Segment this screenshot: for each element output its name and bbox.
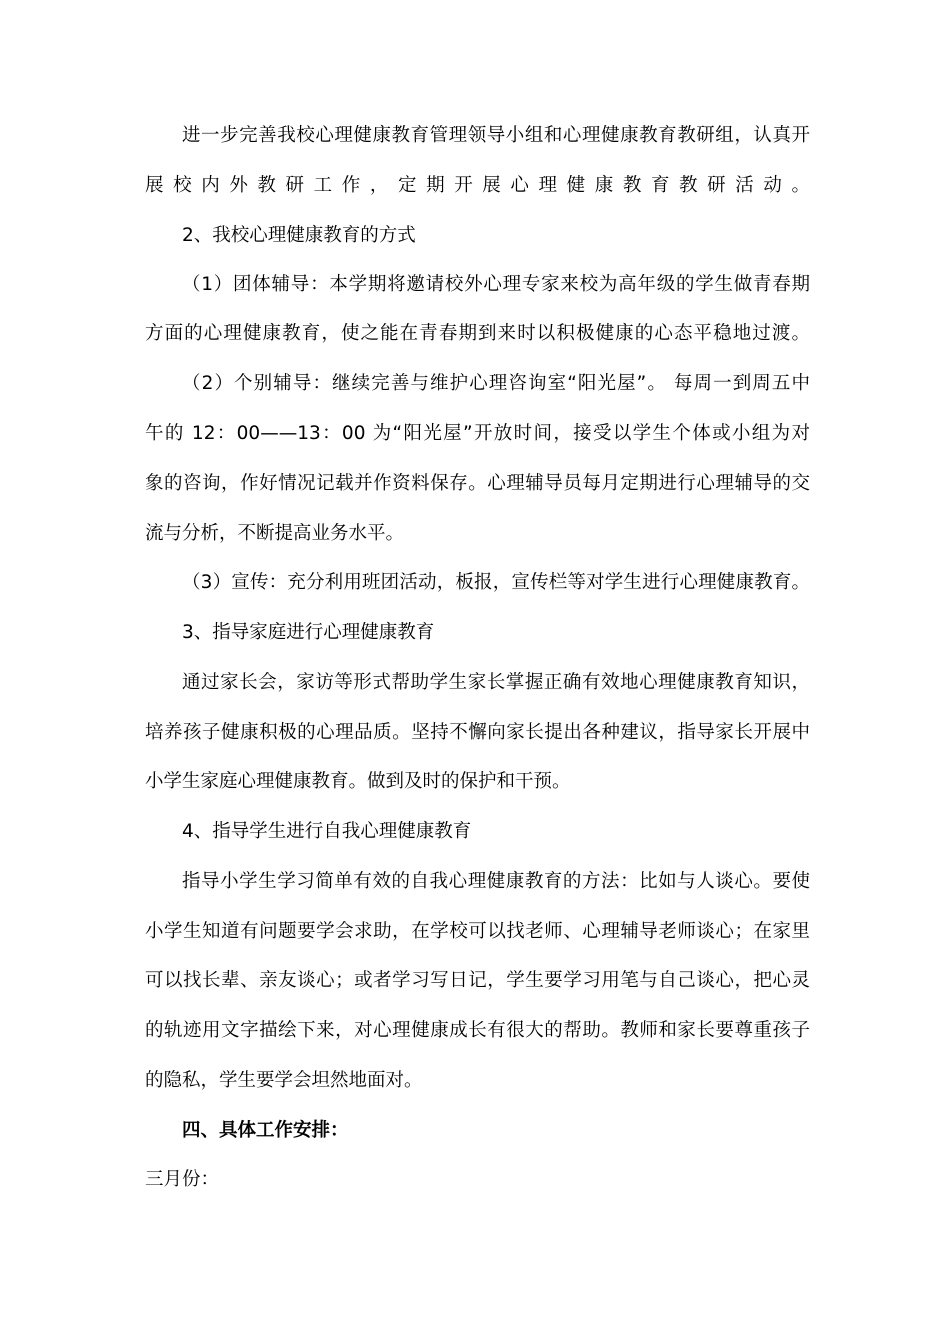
paragraph-line: 小学生知道有问题要学会求助，在学校可以找老师、心理辅导老师谈心；在家里 [145,921,810,942]
paragraph-line: （3）宣传：充分利用班团活动，板报，宣传栏等对学生进行心理健康教育。 [182,572,810,593]
bold-section-heading: 四、具体工作安排： [182,1120,349,1141]
paragraph-line: 的隐私，学生要学会坦然地面对。 [145,1070,423,1091]
paragraph-line: 培养孩子健康积极的心理品质。坚持不懈向家长提出各种建议，指导家长开展中 [145,722,810,743]
paragraph-line: 方面的心理健康教育，使之能在青春期到来时以积极健康的心态平稳地过渡。 [145,323,810,344]
paragraph-line: 可以找长辈、亲友谈心；或者学习写日记，学生要学习用笔与自己谈心，把心灵 [145,970,810,991]
paragraph-line: （2）个别辅导：继续完善与维护心理咨询室“阳光屋”。 每周一到周五中 [182,373,810,394]
section-heading: 3、指导家庭进行心理健康教育 [182,622,435,643]
section-heading: 4、指导学生进行自我心理健康教育 [182,821,472,842]
paragraph-line: 指导小学生学习简单有效的自我心理健康教育的方法：比如与人谈心。要使 [182,871,810,892]
month-label: 三月份： [145,1169,220,1190]
paragraph-line: （1）团体辅导：本学期将邀请校外心理专家来校为高年级的学生做青春期 [182,274,810,295]
paragraph-line: 进一步完善我校心理健康教育管理领导小组和心理健康教育教研组，认真开 [182,125,810,146]
section-heading: 2、我校心理健康教育的方式 [182,225,416,246]
paragraph-line: 象的咨询，作好情况记载并作资料保存。心理辅导员每月定期进行心理辅导的交 [145,473,810,494]
paragraph-line: 午的 12：00——13：00 为“阳光屋”开放时间，接受以学生个体或小组为对 [145,423,810,444]
paragraph-line: 的轨迹用文字描绘下来，对心理健康成长有很大的帮助。教师和家长要尊重孩子 [145,1020,810,1041]
paragraph-line: 通过家长会，家访等形式帮助学生家长掌握正确有效地心理健康教育知识， [182,672,810,693]
paragraph-line: 小学生家庭心理健康教育。做到及时的保护和干预。 [145,771,571,792]
paragraph-line: 流与分析，不断提高业务水平。 [145,523,405,544]
paragraph-line: 展校内外教研工作，定期开展心理健康教育教研活动。 [145,175,810,196]
